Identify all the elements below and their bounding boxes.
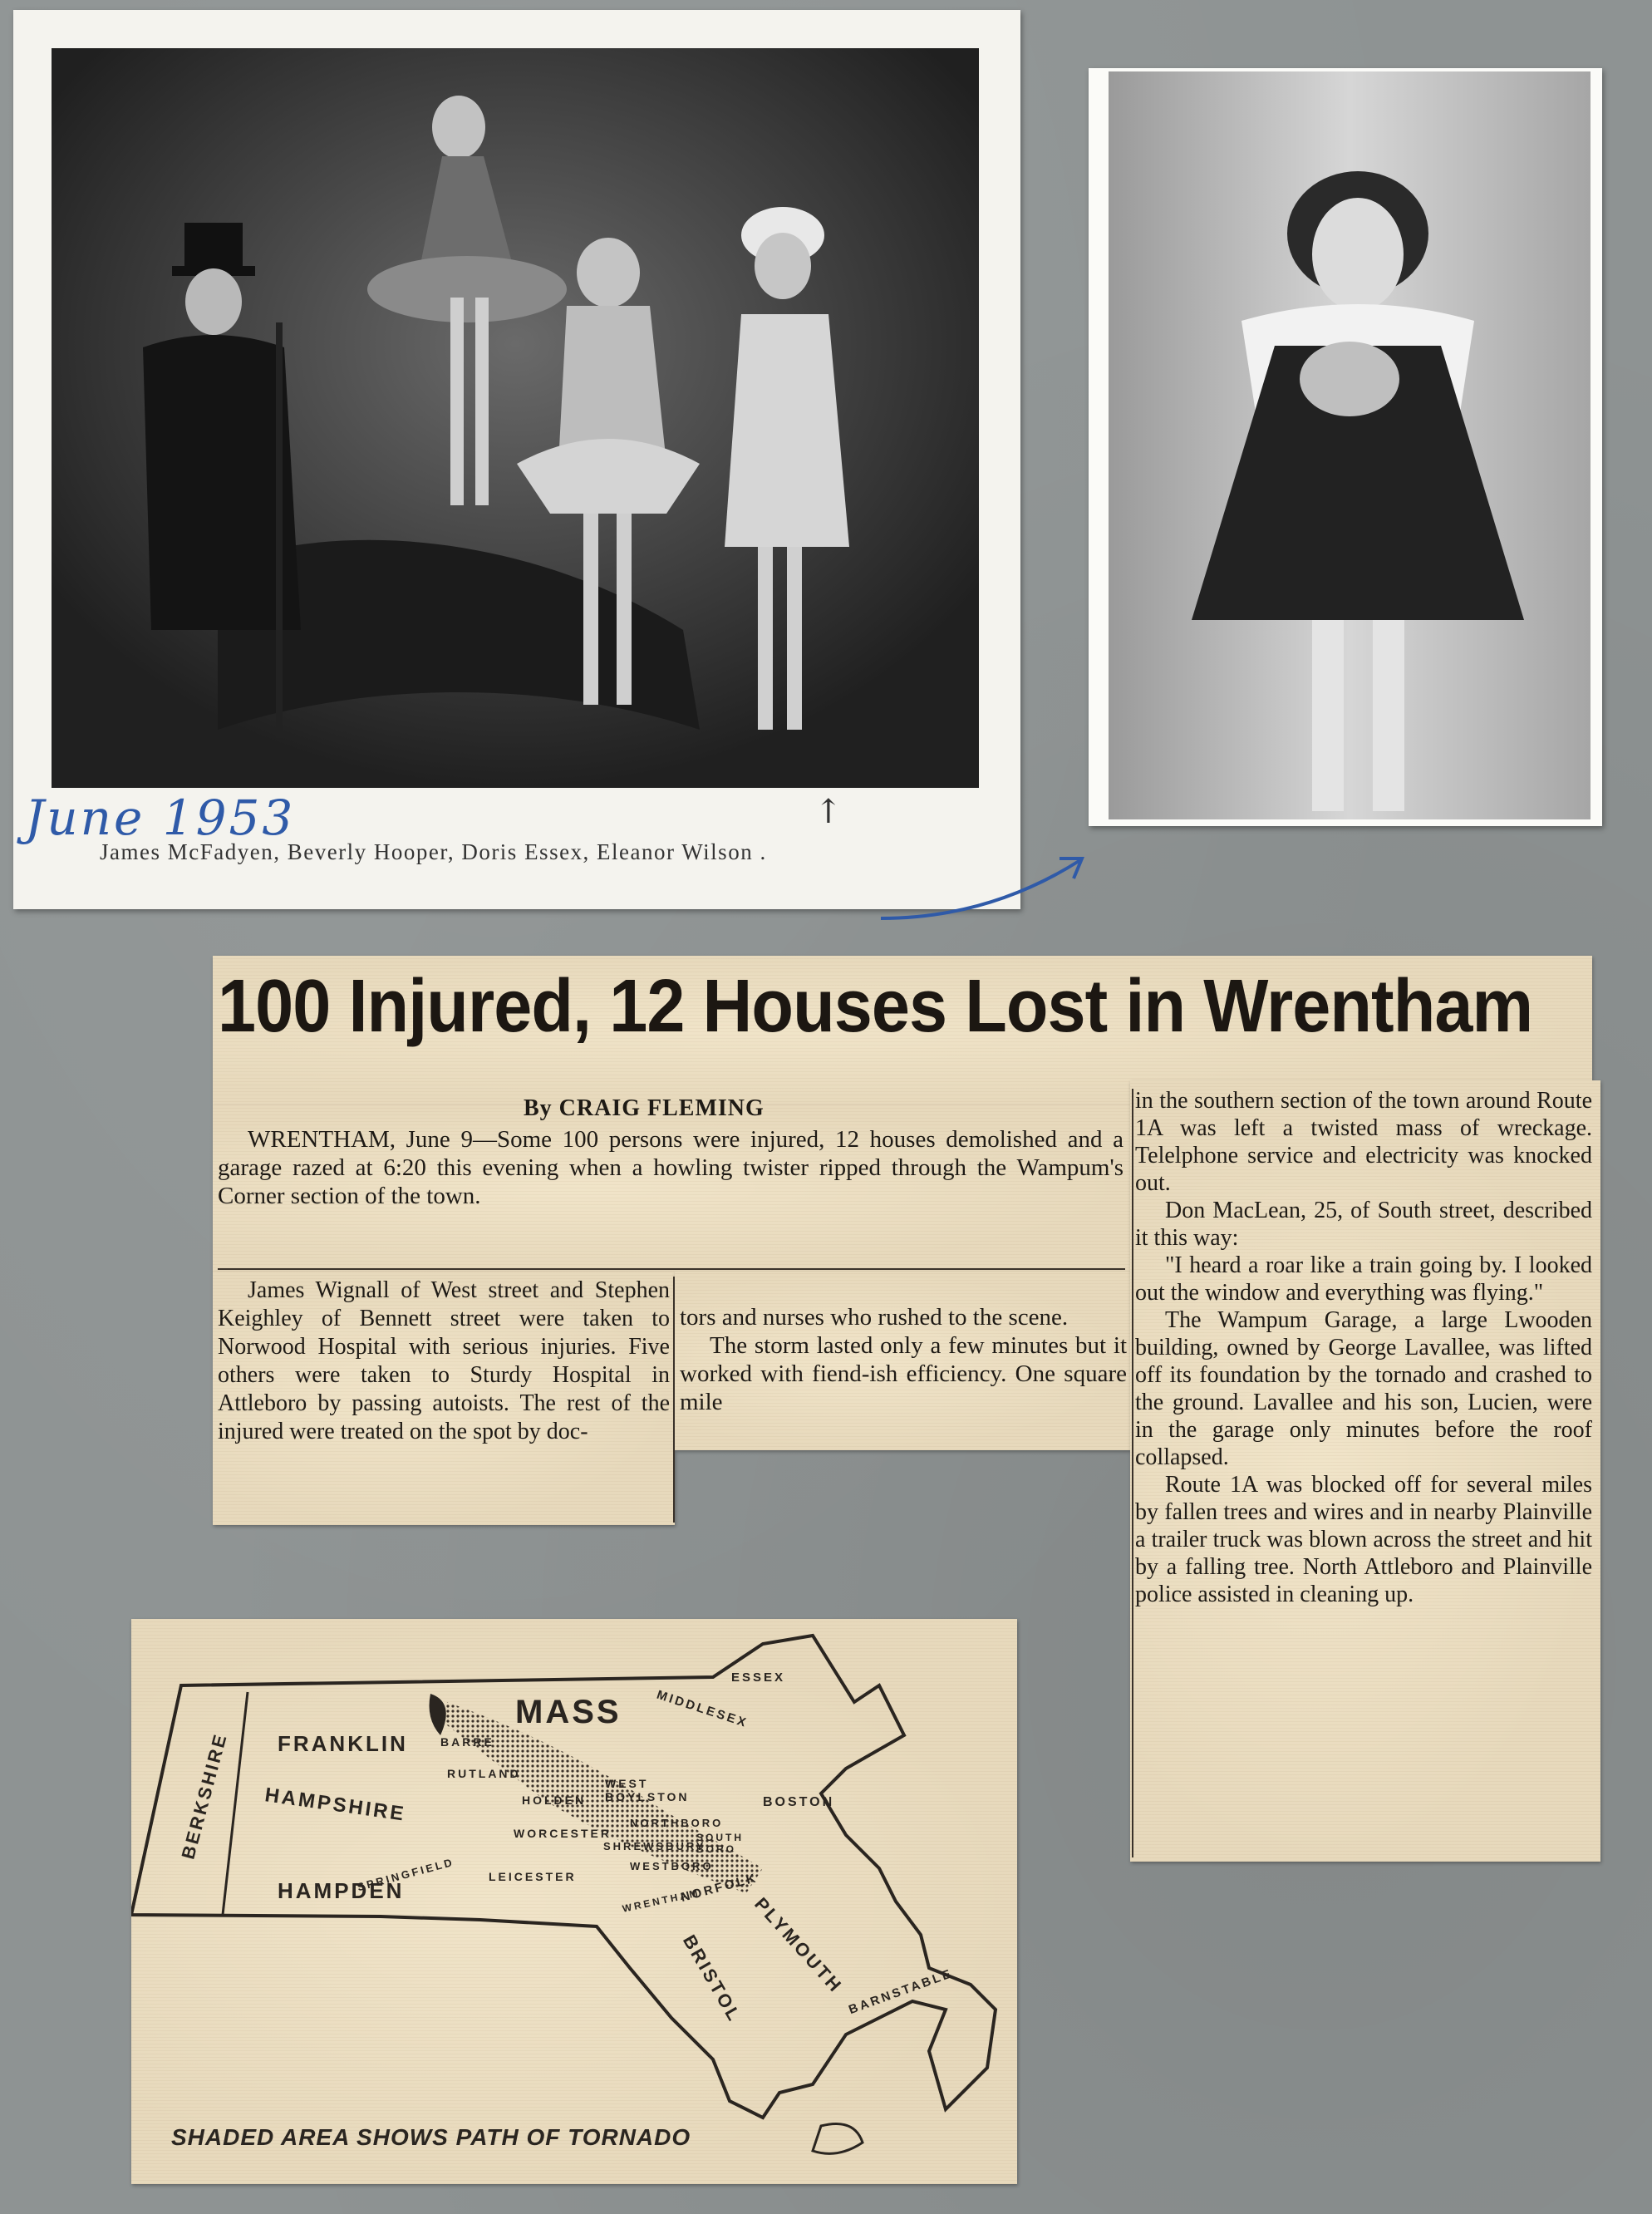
town-label-holden: HOLDEN — [522, 1793, 587, 1807]
town-label-springfield: SPRINGFIELD — [356, 1855, 456, 1894]
county-label-plymouth: PLYMOUTH — [750, 1893, 848, 1998]
lead-text: WRENTHAM, June 9—Some 100 persons were injured, 12 houses demolished and a garage razed at 6:20 this evening when a howling twister ripped through the Wampum's Corner section of the town. — [218, 1126, 1123, 1209]
county-label-hampshire: HAMPSHIRE — [263, 1784, 408, 1826]
middle-column-text: tors and nurses who rushed to the scene. — [680, 1304, 1069, 1331]
county-label-norfolk: NORFOLK — [679, 1870, 760, 1906]
map-caption: SHADED AREA SHOWS PATH OF TORNADO — [171, 2124, 691, 2150]
portrait-photo — [1089, 68, 1602, 826]
county-label-bristol: BRISTOL — [678, 1931, 746, 2026]
column-rule — [218, 1268, 1125, 1270]
county-label-berkshire: BERKSHIRE — [177, 1730, 232, 1862]
column-rule — [1132, 1089, 1133, 1857]
county-label-middlesex: MIDDLESEX — [655, 1687, 750, 1731]
town-label-shrewsbury: SHREWSBURY — [603, 1840, 706, 1852]
town-label-rutland: RUTLAND — [447, 1767, 521, 1780]
column-rule — [673, 1277, 675, 1523]
right-column-text: The Wampum Garage, a large Lwooden building, owned by George Lavallee, was lifted off its foundation by the tornado and crashed to the ground. Lavallee and his son, Lucien, were in the garage only minutes before the roof collapsed. — [1135, 1307, 1592, 1470]
article-byline: By CRAIG FLEMING — [524, 1095, 765, 1121]
town-label-northboro: NORTHBORO — [630, 1817, 724, 1829]
pen-arrow-mark: ↑ — [814, 793, 843, 831]
county-label-franklin: FRANKLIN — [278, 1731, 408, 1756]
town-label-barre: BARRE — [440, 1735, 494, 1749]
article-left-column — [218, 1277, 670, 1446]
right-column-quote: "I heard a roar like a train going by. I looked out the window and everything was flying." — [1135, 1252, 1592, 1306]
county-label-essex: ESSEX — [731, 1670, 786, 1685]
town-label-west-boylston: WEST BOYLSTON — [605, 1777, 690, 1803]
group-photo-image — [52, 48, 979, 788]
article-lead-paragraph — [218, 1125, 1123, 1210]
right-column-text: Route 1A was blocked off for several miles by fallen trees and wires and in nearby Plainville a trailer truck was blown across the street and hit by a falling tree. North Attleboro and Plainville police assisted in cleaning up. — [1135, 1472, 1592, 1607]
town-label-south-boro: SOUTH BORO — [696, 1832, 744, 1855]
town-label-wrentham: WRENTHAM — [621, 1887, 701, 1915]
tornado-path-map — [131, 1619, 1017, 2184]
right-column-text: in the southern section of the town around Route 1A was left a twisted mass of wreckage. Telelphone service and electricity was knocked out. — [1135, 1088, 1592, 1196]
pen-arrow-icon — [873, 844, 1105, 935]
middle-column-text: The storm lasted only a few minutes but it worked with fiend-ish efficiency. One square mile — [680, 1332, 1127, 1415]
article-right-column — [1135, 1087, 1592, 1608]
photo-caption: James McFadyen, Beverly Hooper, Doris Essex, Eleanor Wilson . — [100, 839, 767, 864]
town-label-leicester: LEICESTER — [489, 1870, 577, 1883]
map-title: MASS — [515, 1694, 622, 1730]
handwritten-date: June 1953 — [25, 790, 296, 846]
town-label-worcester: WORCESTER — [514, 1827, 612, 1840]
right-column-text: Don MacLean, 25, of South street, described it this way: — [1135, 1198, 1592, 1251]
article-middle-column — [680, 1303, 1127, 1416]
article-headline: 100 Injured, 12 Houses Lost in Wrentham — [218, 965, 1533, 1048]
town-label-boston: BOSTON — [763, 1795, 835, 1809]
left-column-text: James Wignall of West street and Stephen Keighley of Bennett street were taken to Norwood Hospital with serious injuries. Five others were taken to Sturdy Hospital in Attleboro by passing autoists. The rest of the injured were treated on the spot by doc- — [218, 1277, 670, 1444]
county-label-hampden: HAMPDEN — [278, 1878, 405, 1903]
county-label-barnstable: BARNSTABLE — [847, 1966, 956, 2018]
town-label-westboro: WESTBORO — [630, 1860, 714, 1872]
